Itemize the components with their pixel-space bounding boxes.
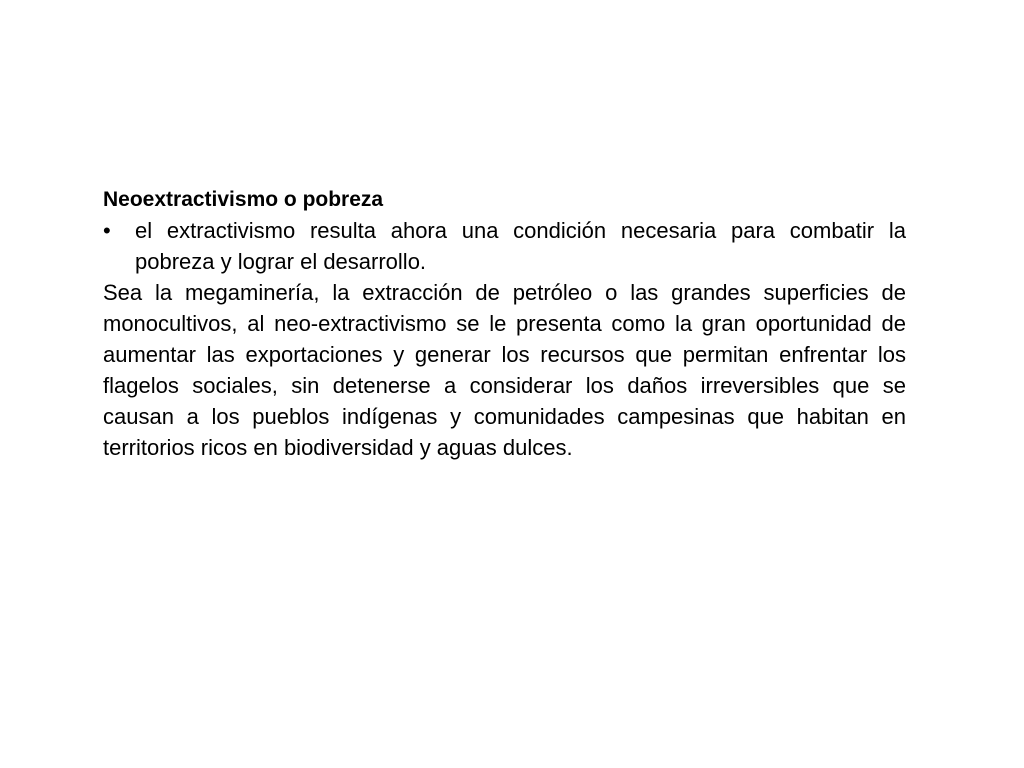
text-block <box>103 184 906 463</box>
body-paragraph: Sea la megaminería, la extracción de petróleo o las grandes superficies de monocultivos, al neo-extractivismo se le presenta como la gran oportunidad de aumentar las exportaciones y generar los recursos que permitan enfrentar los flagelos sociales, sin detenerse a considerar los daños irreversibles que se causan a los pueblos indígenas y comunidades campesinas que habitan en territorios ricos en biodiversidad y aguas dulces. <box>103 280 906 460</box>
bullet-item <box>103 215 906 277</box>
slide-title: Neoextractivismo o pobreza <box>103 188 384 211</box>
bullet-text: el extractivismo resulta ahora una condición necesaria para combatir la pobreza y lograr el desarrollo. <box>135 218 906 274</box>
bullet-icon: • <box>103 218 111 243</box>
